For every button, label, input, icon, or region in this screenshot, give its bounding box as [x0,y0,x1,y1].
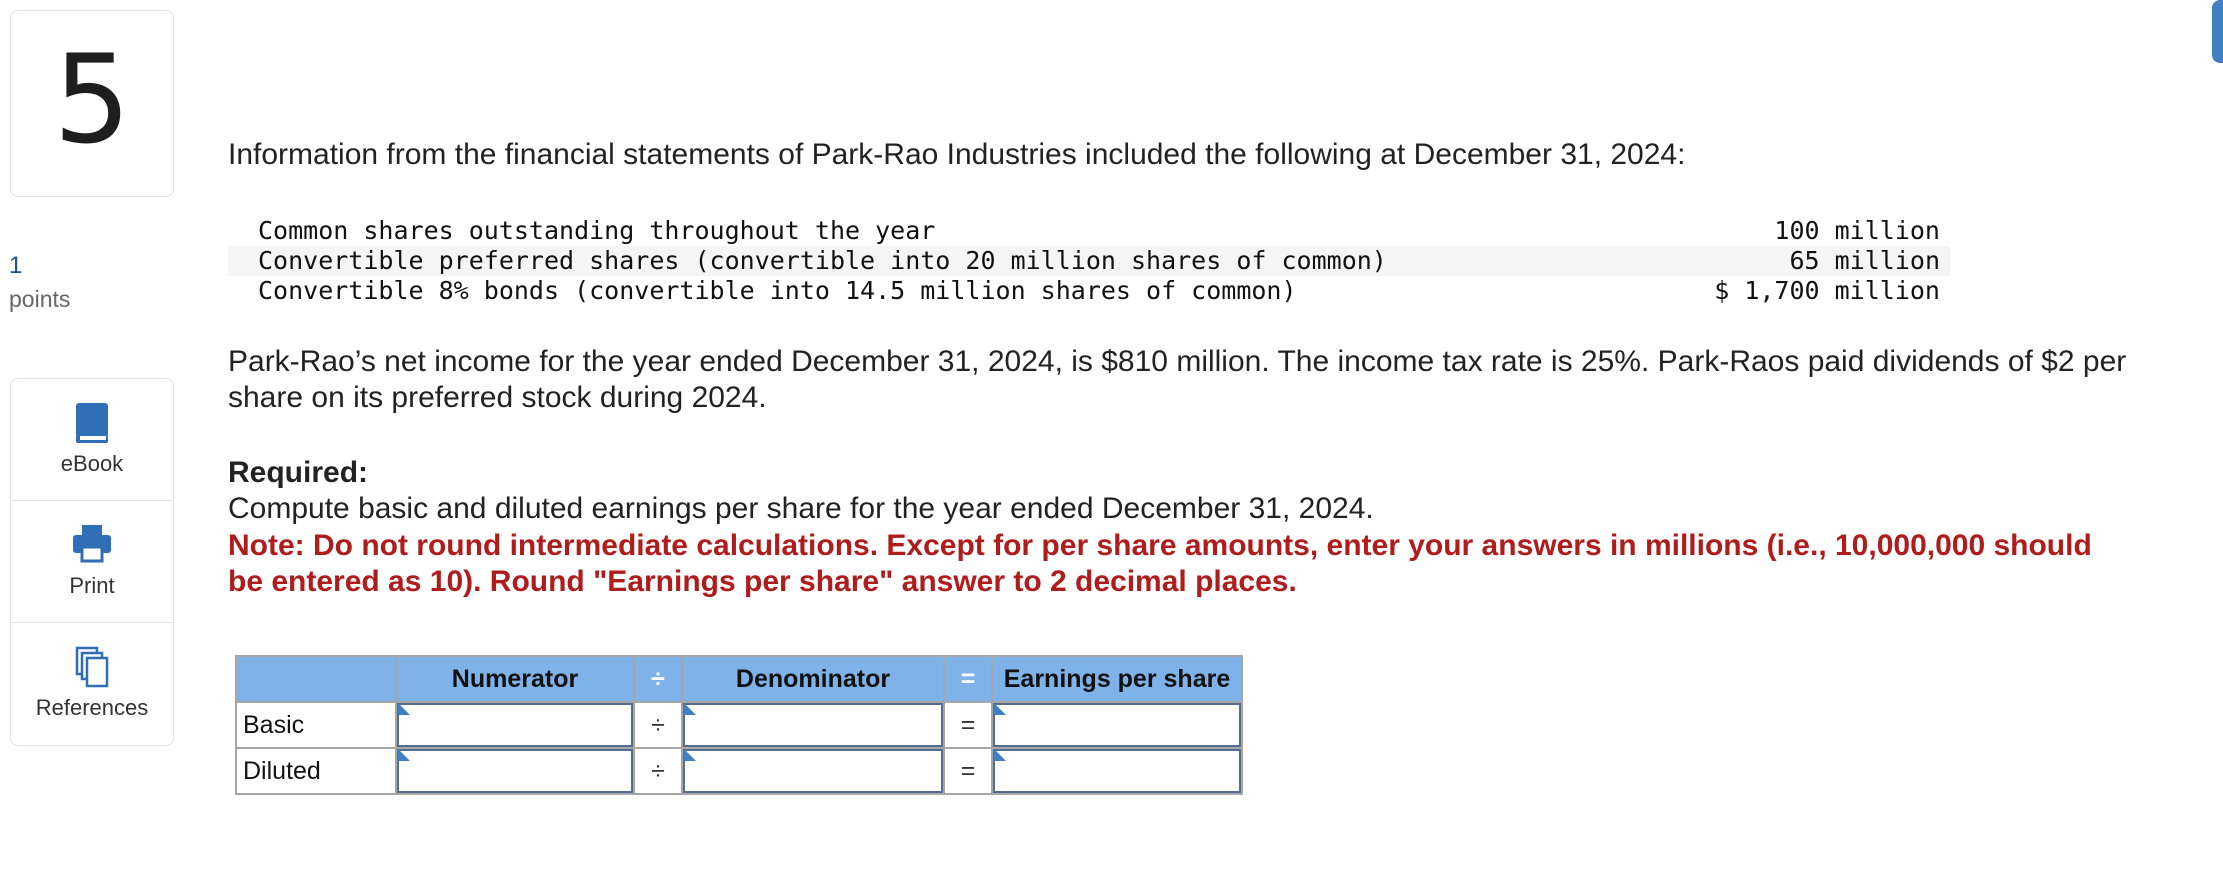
eps-header-divide: ÷ [634,656,682,702]
ebook-button[interactable] [11,379,173,501]
basic-eps-input[interactable] [995,705,1239,745]
data-row [228,216,1950,246]
basic-denominator-input[interactable] [685,705,941,745]
data-row [228,246,1950,276]
eps-header-blank [236,656,396,702]
required-heading: Required: [228,456,369,489]
data-row-desc: Common shares outstanding throughout the year [258,216,936,245]
eps-header-row [236,656,1242,702]
references-icon [11,645,173,693]
eps-header-eps: Earnings per share [992,656,1242,702]
points-value: 1 [9,252,23,279]
cell-marker-icon [398,703,410,715]
references-label: References [35,695,149,720]
question-number: 5 [53,28,131,171]
tools-panel [10,378,174,746]
diluted-numerator-input[interactable] [399,751,631,791]
cell-marker-icon [994,749,1006,761]
eps-header-equals: = [944,656,992,702]
equals-sign: = [944,748,992,794]
financial-data-table [228,216,1950,306]
net-income-paragraph: Park-Rao’s net income for the year ended December 31, 2024, is $810 million. The income tax rate is 25%. Park-Raos paid dividends of $2 per share on its preferred stock during 2024. [228,345,2127,414]
data-row [228,276,1950,306]
data-row-amount: $ 1,700 million [1714,276,1940,305]
printer-icon [11,523,173,571]
intro-text: Information from the financial statements of Park-Rao Industries included the following at December 31, 2024: [228,138,1686,171]
question-number-card [10,10,174,197]
eps-row-diluted [236,748,1242,794]
divide-sign: ÷ [634,748,682,794]
ebook-label: eBook [60,451,124,476]
data-row-amount: 100 million [1774,216,1940,245]
diluted-eps-input[interactable] [995,751,1239,791]
print-button[interactable] [11,501,173,623]
book-icon [11,401,173,449]
diluted-denominator-input[interactable] [685,751,941,791]
side-scroll-tab[interactable] [2212,0,2223,63]
eps-row-label: Basic [236,702,396,748]
eps-header-denominator: Denominator [682,656,944,702]
cell-marker-icon [684,749,696,761]
cell-marker-icon [994,703,1006,715]
eps-answer-table [235,655,1243,795]
cell-marker-icon [684,703,696,715]
references-button[interactable] [11,623,173,745]
data-row-desc: Convertible 8% bonds (convertible into 14.5 million shares of common) [258,276,1297,305]
eps-header-numerator: Numerator [396,656,634,702]
required-note: Note: Do not round intermediate calculations. Except for per share amounts, enter your answers in millions (i.e., 10,000,000 should be entered as 10). Round "Earnings per share" answer to 2 decimal places. [228,529,2092,598]
eps-row-basic [236,702,1242,748]
eps-row-label: Diluted [236,748,396,794]
equals-sign: = [944,702,992,748]
print-label: Print [69,573,115,598]
cell-marker-icon [398,749,410,761]
divide-sign: ÷ [634,702,682,748]
data-row-desc: Convertible preferred shares (convertible into 20 million shares of common) [228,246,1659,276]
data-row-amount: 65 million [1659,246,1950,276]
basic-numerator-input[interactable] [399,705,631,745]
points-label: points [9,286,71,312]
required-instruction: Compute basic and diluted earnings per share for the year ended December 31, 2024. [228,492,1374,525]
